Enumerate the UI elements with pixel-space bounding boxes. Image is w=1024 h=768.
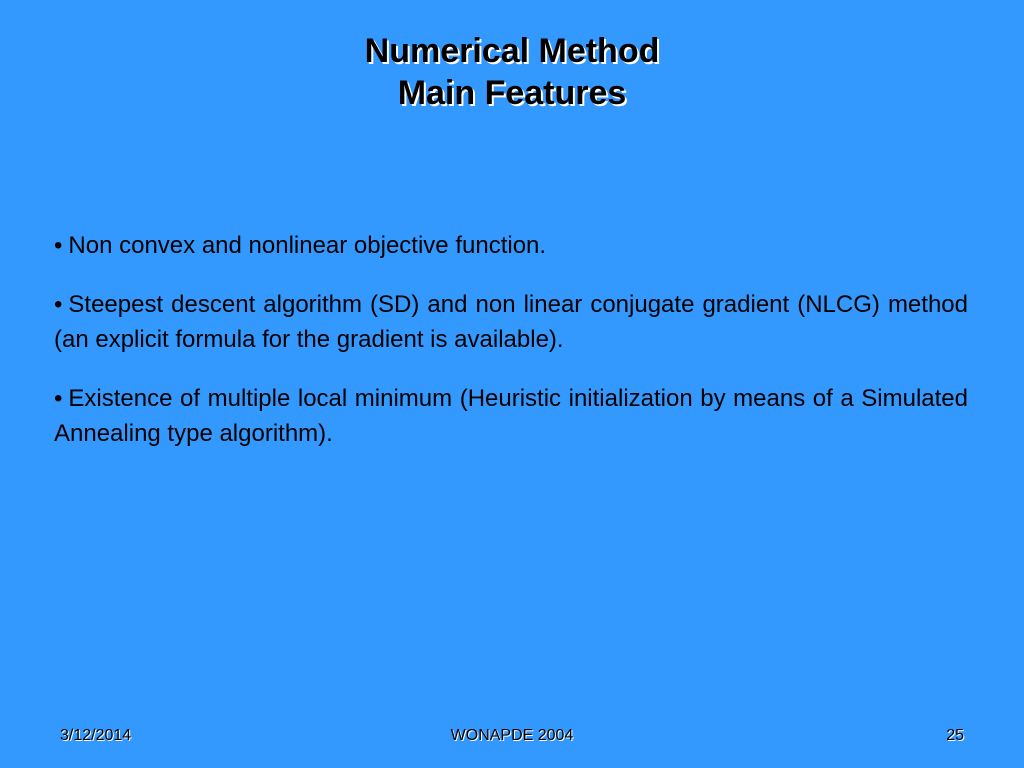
footer-page-number: 25 — [946, 727, 964, 744]
bullet-marker: • — [54, 232, 63, 259]
bullet-marker: • — [54, 385, 63, 412]
bullet-text: Steepest descent algorithm (SD) and non linear conjugate gradient (NLCG) method (an explicit formula for the gradient is available). — [54, 291, 968, 353]
bullet-item-1 — [54, 228, 968, 263]
bullet-text: Existence of multiple local minimum (Heuristic initialization by means of a Simulated Annealing type algorithm). — [54, 385, 968, 447]
bullet-item-2 — [54, 287, 968, 357]
bullet-marker: • — [54, 291, 63, 318]
bullet-list — [54, 228, 968, 475]
title-line-2: Main Features — [397, 74, 627, 112]
bullet-item-3 — [54, 381, 968, 451]
title-line-1: Numerical Method — [364, 32, 660, 70]
slide-title — [0, 30, 1024, 114]
bullet-text: Non convex and nonlinear objective function. — [68, 232, 547, 259]
footer-event: WONAPDE 2004 — [450, 727, 574, 744]
footer-date: 3/12/2014 — [60, 727, 132, 744]
